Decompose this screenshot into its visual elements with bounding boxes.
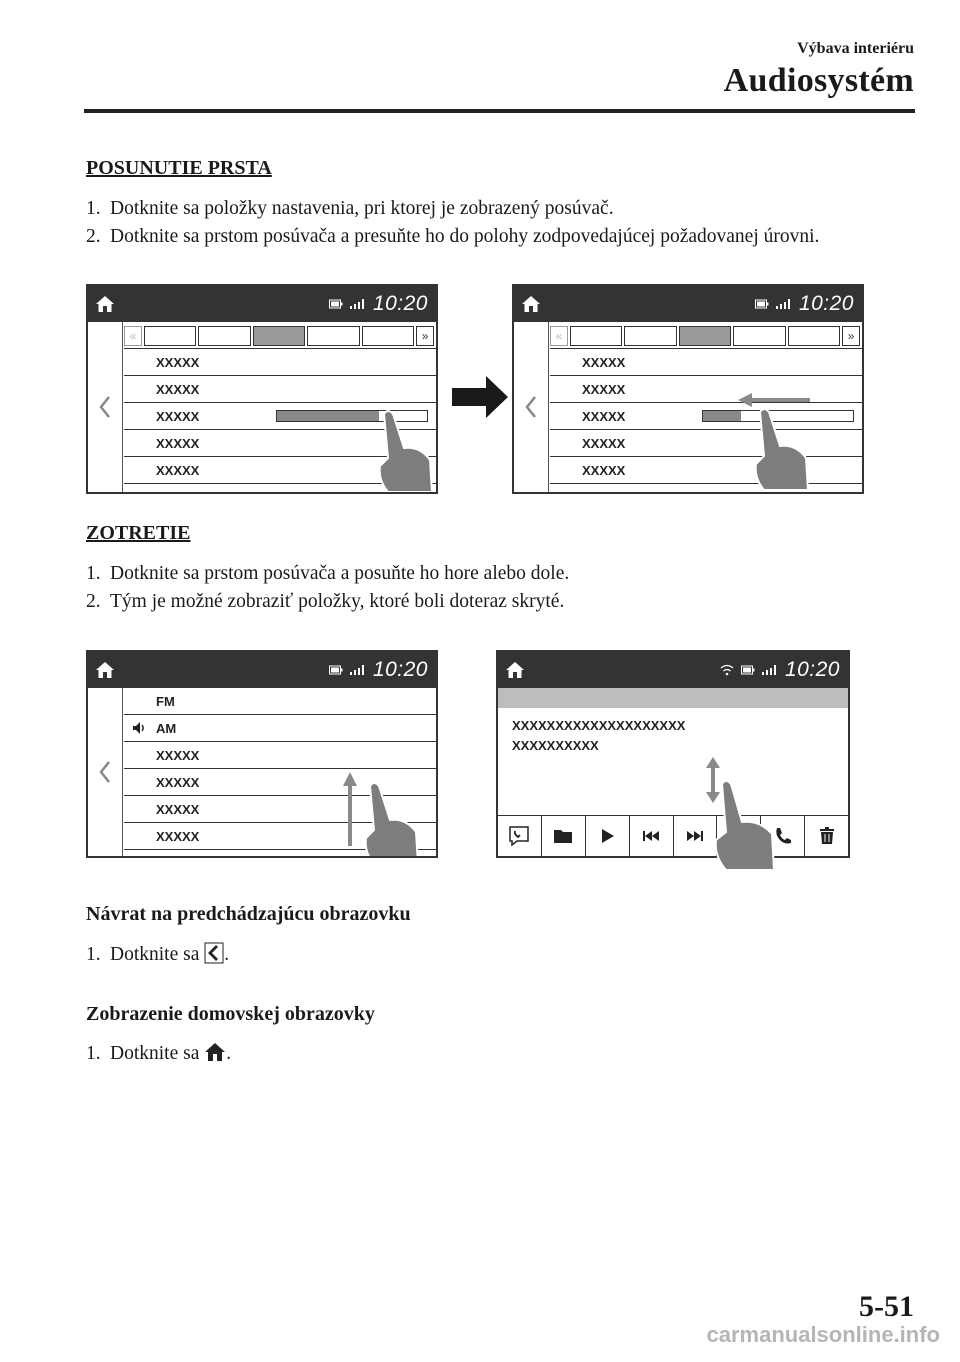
slide-step-1 — [86, 563, 569, 585]
tab-scroll-right-icon[interactable]: » — [416, 326, 434, 346]
home-icon[interactable] — [94, 293, 116, 315]
back-chevron-icon — [204, 942, 224, 964]
tab-selected[interactable] — [253, 326, 305, 346]
message-body — [512, 716, 685, 756]
list-item-label: XXXXX — [582, 381, 626, 397]
toolbar-call-button[interactable] — [498, 816, 542, 856]
message-screen — [496, 650, 850, 858]
list-item[interactable] — [550, 376, 862, 403]
header-rule — [84, 109, 915, 113]
back-chevron-icon[interactable] — [524, 395, 538, 419]
step-text: Tým je možné zobraziť položky, ktoré boli doteraz skryté. — [110, 591, 565, 612]
back-chevron-icon[interactable] — [98, 395, 112, 419]
signal-icon — [776, 299, 792, 309]
message-toolbar — [498, 815, 848, 856]
message-line: XXXXXXXXXX — [512, 738, 599, 753]
list-item-label: FM — [156, 693, 175, 709]
list-item-label: XXXXX — [156, 747, 200, 763]
slide-step-2 — [86, 591, 564, 613]
step-text: Dotknite sa prstom posúvača a posuňte ho hore alebo dole. — [110, 563, 570, 584]
sidebar — [88, 322, 123, 492]
status-bar — [88, 652, 436, 688]
signal-icon — [762, 665, 778, 675]
status-area — [329, 289, 428, 319]
home-icon[interactable] — [94, 659, 116, 681]
play-icon — [596, 825, 618, 847]
step-text: Dotknite sa položky nastavenia, pri ktorej je zobrazený posúvač. — [110, 198, 614, 219]
page-number: 5-51 — [859, 1290, 914, 1323]
tab[interactable] — [198, 326, 250, 346]
list-item[interactable] — [550, 403, 862, 430]
source-list-screen — [86, 650, 438, 858]
toolbar-previous-button[interactable] — [630, 816, 674, 856]
watermark: carmanualsonline.info — [706, 1322, 940, 1347]
finger-hand-icon — [376, 406, 436, 494]
list-item-label: XXXXX — [156, 774, 200, 790]
status-area — [755, 289, 854, 319]
list-item[interactable] — [124, 742, 436, 769]
battery-icon — [329, 299, 343, 309]
step-text: Dotknite sa — [110, 1043, 200, 1064]
home-step-1 — [86, 1041, 231, 1065]
list-item[interactable] — [124, 349, 436, 376]
finger-hand-icon — [712, 776, 782, 874]
step-number: 1. — [86, 563, 101, 584]
home-icon — [204, 1041, 226, 1063]
message-header-band — [498, 688, 848, 708]
clock: 10:20 — [372, 292, 428, 315]
speaker-icon — [132, 721, 146, 735]
home-icon[interactable] — [520, 293, 542, 315]
back-section-title: Návrat na predchádzajúcu obrazovku — [86, 903, 411, 925]
settings-screen-before — [86, 284, 438, 494]
step-number: 2. — [86, 591, 101, 612]
slider-fill — [277, 411, 379, 421]
list-item-label: XXXXX — [156, 381, 200, 397]
step-text: Dotknite sa — [110, 944, 200, 965]
signal-icon — [350, 665, 366, 675]
clock: 10:20 — [784, 658, 840, 681]
phone-message-icon — [508, 825, 530, 847]
clock: 10:20 — [798, 292, 854, 315]
list-item[interactable] — [550, 457, 862, 484]
status-bar — [498, 652, 848, 688]
slide-section-title: ZOTRETIE — [86, 522, 191, 544]
folder-icon — [552, 825, 574, 847]
battery-icon — [329, 665, 343, 675]
step-number: 1. — [86, 198, 101, 219]
tab[interactable] — [788, 326, 840, 346]
tab[interactable] — [570, 326, 622, 346]
battery-icon — [741, 665, 755, 675]
tab-bar — [550, 326, 860, 346]
step-number: 1. — [86, 1043, 101, 1064]
tab-selected[interactable] — [679, 326, 731, 346]
arrow-right-icon — [452, 374, 510, 420]
tab[interactable] — [624, 326, 676, 346]
list-item-label: XXXXX — [582, 435, 626, 451]
list-item-label: XXXXX — [582, 354, 626, 370]
swipe-step-2 — [86, 226, 819, 248]
settings-list — [550, 348, 862, 484]
list-item[interactable] — [124, 376, 436, 403]
step-number: 2. — [86, 226, 101, 247]
tab-scroll-right-icon[interactable]: » — [842, 326, 860, 346]
list-item-label: AM — [156, 720, 177, 736]
slider-fill — [703, 411, 741, 421]
skip-back-icon — [640, 825, 662, 847]
tab-scroll-left-icon[interactable]: « — [124, 326, 142, 346]
finger-hand-icon — [362, 778, 422, 858]
back-step-1 — [86, 942, 229, 966]
list-item-label: XXXXX — [156, 801, 200, 817]
tab-scroll-left-icon[interactable]: « — [550, 326, 568, 346]
status-bar — [514, 286, 862, 322]
list-item-label: XXXXX — [582, 462, 626, 478]
status-area — [329, 655, 428, 685]
section-label: Výbava interiéru — [797, 40, 914, 57]
home-icon[interactable] — [504, 659, 526, 681]
chapter-title: Audiosystém — [723, 62, 914, 99]
tab-bar — [124, 326, 434, 346]
list-item-label: XXXXX — [156, 354, 200, 370]
step-number: 1. — [86, 944, 101, 965]
finger-hand-icon — [752, 404, 812, 494]
sidebar — [88, 688, 123, 856]
list-item[interactable] — [550, 349, 862, 376]
sidebar — [514, 322, 549, 492]
home-section-title: Zobrazenie domovskej obrazovky — [86, 1003, 375, 1025]
step-text: Dotknite sa prstom posúvača a presuňte ho do polohy zodpovedajúcej požadovanej úrovni. — [110, 226, 820, 247]
swipe-up-arrow-icon — [340, 770, 360, 848]
settings-screen-after — [512, 284, 864, 494]
list-item-am[interactable] — [124, 715, 436, 742]
list-item-label: XXXXX — [156, 828, 200, 844]
status-bar — [88, 286, 436, 322]
swipe-step-1 — [86, 198, 614, 220]
toolbar-next-button[interactable] — [674, 816, 718, 856]
list-item-fm[interactable] — [124, 688, 436, 715]
skip-forward-icon — [684, 825, 706, 847]
list-item[interactable] — [550, 430, 862, 457]
trash-icon — [816, 825, 838, 847]
toolbar-delete-button[interactable] — [805, 816, 848, 856]
list-item-label: XXXXX — [156, 408, 200, 424]
toolbar-folder-button[interactable] — [542, 816, 586, 856]
list-item-label: XXXXX — [582, 408, 626, 424]
battery-icon — [755, 299, 769, 309]
swipe-section-title: POSUNUTIE PRSTA — [86, 157, 272, 179]
tab[interactable] — [733, 326, 785, 346]
message-line: XXXXXXXXXXXXXXXXXXXX — [512, 718, 686, 733]
step-end: . — [226, 1043, 232, 1064]
step-end: . — [224, 944, 230, 965]
back-chevron-icon[interactable] — [98, 760, 112, 784]
list-item-label: XXXXX — [156, 435, 200, 451]
tab[interactable] — [144, 326, 196, 346]
toolbar-play-button[interactable] — [586, 816, 630, 856]
signal-icon — [350, 299, 366, 309]
wifi-icon — [720, 664, 734, 676]
tab[interactable] — [362, 326, 414, 346]
clock: 10:20 — [372, 658, 428, 681]
status-area — [720, 655, 840, 685]
list-item-label: XXXXX — [156, 462, 200, 478]
tab[interactable] — [307, 326, 359, 346]
